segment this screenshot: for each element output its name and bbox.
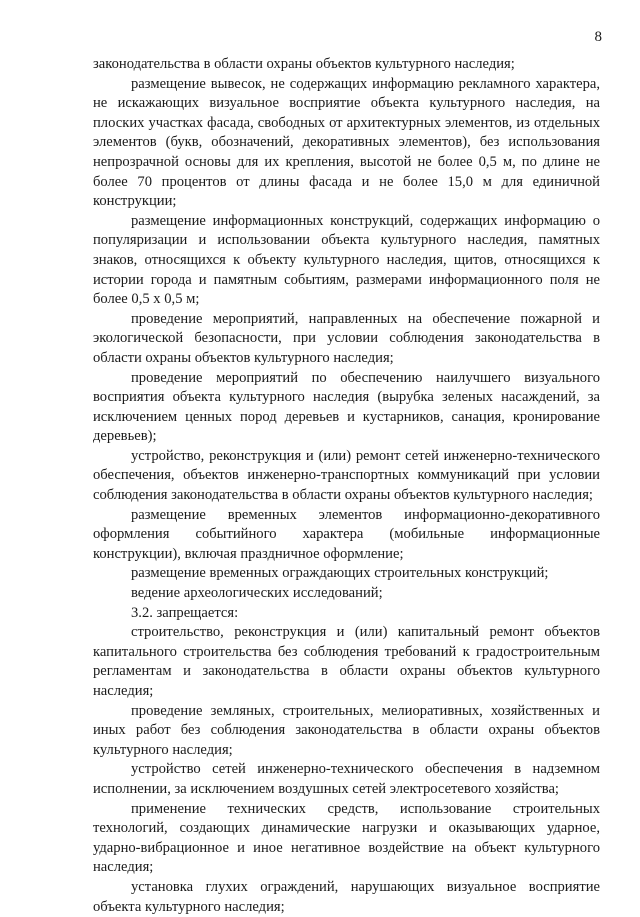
- paragraph: ведение археологических исследований;: [131, 585, 383, 602]
- document-body: [93, 55, 600, 917]
- page-number: 8: [594, 29, 602, 45]
- paragraph: устройство сетей инженерно-технического обеспечения в надземном исполнении, за исключением воздушных сетей электросетевого хозяйства;: [93, 761, 600, 797]
- paragraph: строительство, реконструкция и (или) капитальный ремонт объектов капитального строительства без соблюдения требований к градостроительным регламентам и законодательства в области охраны объектов культурного наследия;: [93, 624, 600, 699]
- paragraph: проведение мероприятий, направленных на обеспечение пожарной и экологической безопасности, при условии соблюдения законодательства в области охраны объектов культурного наследия;: [93, 310, 600, 366]
- paragraph: размещение временных элементов информационно-декоративного оформления событийного характера (мобильные информационные конструкции), включая праздничное оформление;: [93, 506, 600, 562]
- paragraph: устройство, реконструкция и (или) ремонт сетей инженерно-технического обеспечения, объектов инженерно-транспортных коммуникаций при условии соблюдения законодательства в области охраны объектов культурного наследия;: [93, 447, 600, 504]
- paragraph: 3.2. запрещается:: [131, 604, 239, 621]
- paragraph: размещение временных ограждающих строительных конструкций;: [131, 565, 549, 582]
- paragraph: законодательства в области охраны объектов культурного наследия;: [93, 56, 515, 72]
- paragraph: размещение вывесок, не содержащих информацию рекламного характера, не искажающих визуальное восприятие объекта культурного наследия, на плоских участках фасада, свободных от архитектурных элементов, из отдельных элементов (букв, обозначений, декоративных элементов), без использования непрозрачной основы для их крепления, высотой не более 0,5 м, по длине не более 70 процентов от длины фасада и не более 15,0 м для единичной конструкции;: [93, 75, 600, 210]
- paragraph: проведение земляных, строительных, мелиоративных, хозяйственных и иных работ без соблюдения законодательства в области охраны объектов культурного наследия;: [93, 702, 600, 758]
- paragraph: установка глухих ограждений, нарушающих визуальное восприятие объекта культурного наследия;: [93, 878, 600, 915]
- paragraph: проведение мероприятий по обеспечению наилучшего визуального восприятия объекта культурного наследия (вырубка зеленых насаждений, за исключением ценных пород деревьев и кустарников, санация, кронирование деревьев);: [93, 369, 600, 445]
- paragraph: размещение информационных конструкций, содержащих информацию о популяризации и использовании объекта культурного наследия, памятных знаков, относящихся к объекту культурного наследия, щитов, относящихся к истории города и памятным событиям, размерами информационного поля не более 0,5 х 0,5 м;: [93, 212, 600, 308]
- paragraph: применение технических средств, использование строительных технологий, создающих динамические нагрузки и оказывающих ударное, ударно-вибрационное и иное негативное воздействие на объект культурного наследия;: [93, 800, 600, 876]
